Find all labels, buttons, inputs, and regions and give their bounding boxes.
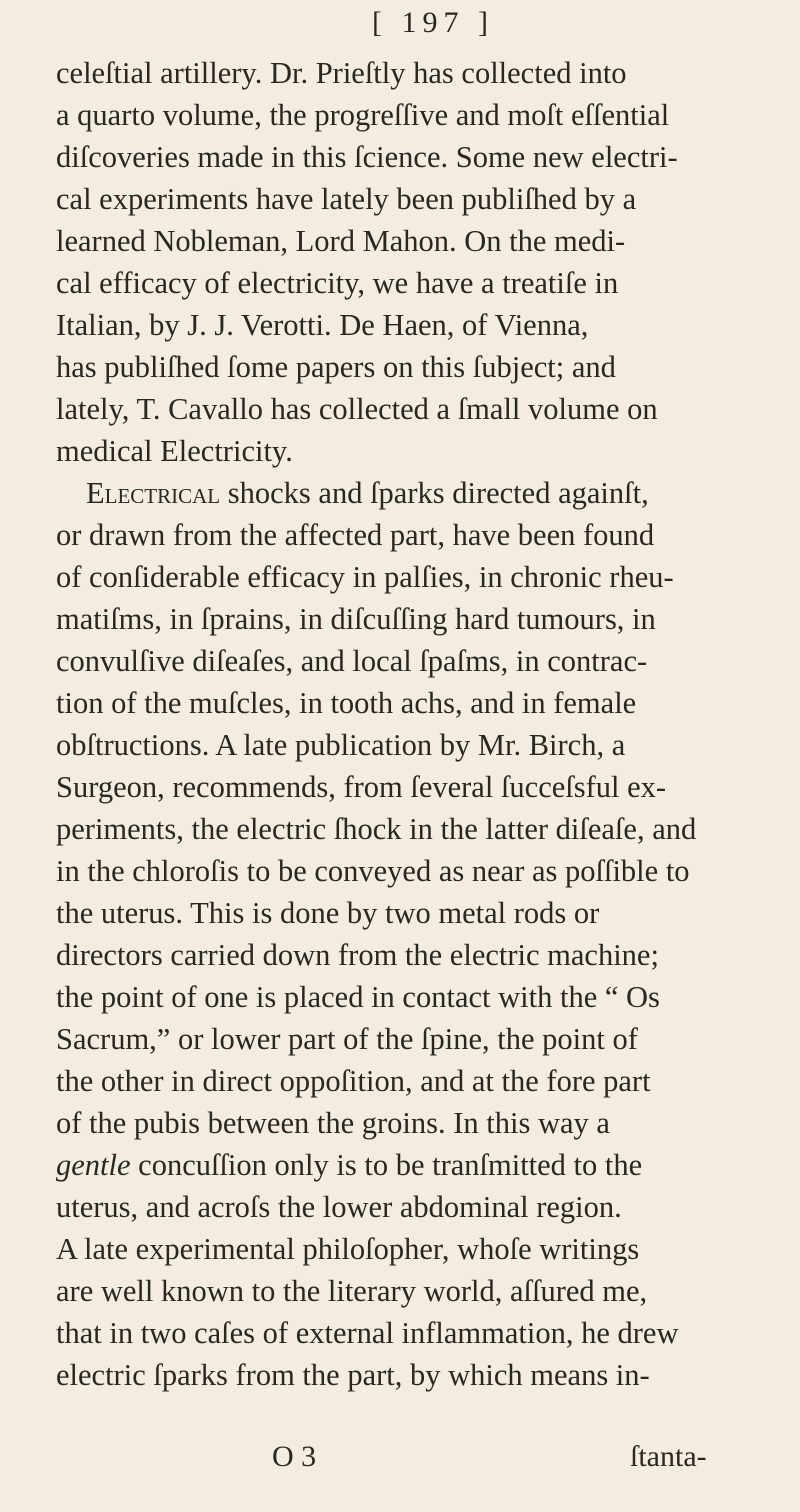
text-line: celeſtial artillery. Dr. Prieſtly has collected into — [56, 56, 627, 90]
paragraph-start-line — [86, 478, 800, 509]
italic-line — [56, 1150, 796, 1181]
text-line: Sacrum,” or lower part of the ſpine, the point of — [56, 1022, 638, 1056]
text-line: convulſive diſeaſes, and local ſpaſms, in contrac- — [56, 644, 648, 678]
small-caps-word: Electrical — [86, 476, 221, 510]
text-line: medical Electricity. — [56, 434, 293, 468]
text-line: tion of the muſcles, in tooth achs, and in female — [56, 686, 637, 720]
text-line: learned Nobleman, Lord Mahon. On the medi- — [56, 224, 626, 258]
text-line: Italian, by J. J. Verotti. De Haen, of Vienna, — [56, 308, 589, 342]
text-line: of conſiderable efficacy in palſies, in chronic rheu- — [56, 560, 674, 594]
text-line: shocks and ſparks directed againſt, — [227, 476, 649, 510]
text-line: obſtructions. A late publication by Mr. Birch, a — [56, 728, 626, 762]
catchword: ſtanta- — [630, 1440, 707, 1473]
page-number: [ 197 ] — [372, 6, 494, 39]
text-line: cal efficacy of electricity, we have a treatiſe in — [56, 266, 619, 300]
text-line: Surgeon, recommends, from ſeveral ſucceſsful ex- — [56, 770, 667, 804]
text-line: diſcoveries made in this ſcience. Some new electri- — [56, 140, 678, 174]
text-line: concuſſion only is to be tranſmitted to the — [138, 1148, 643, 1182]
signature-mark: O 3 — [272, 1440, 317, 1473]
text-line: electric ſparks from the part, by which means in- — [56, 1358, 650, 1392]
text-line: uterus, and acroſs the lower abdominal region. — [56, 1190, 622, 1224]
text-line: has publiſhed ſome papers on this ſubject; and — [56, 350, 616, 384]
text-line: the other in direct oppoſition, and at the fore part — [56, 1064, 651, 1098]
text-line: in the chloroſis to be conveyed as near as poſſible to — [56, 854, 690, 888]
text-line: the point of one is placed in contact with the “ Os — [56, 980, 660, 1014]
text-line: cal experiments have lately been publiſhed by a — [56, 182, 637, 216]
text-line: A late experimental philoſopher, whoſe writings — [56, 1232, 640, 1266]
text-line: lately, T. Cavallo has collected a ſmall volume on — [56, 392, 658, 426]
text-line: the uterus. This is done by two metal rods or — [56, 896, 600, 930]
italic-word: gentle — [56, 1148, 131, 1182]
text-line: directors carried down from the electric machine; — [56, 938, 659, 972]
text-line: periments, the electric ſhock in the latter diſeaſe, and — [56, 812, 697, 846]
text-line: matiſms, in ſprains, in diſcuſſing hard tumours, in — [56, 602, 656, 636]
text-line: or drawn from the affected part, have been found — [56, 518, 655, 552]
text-line: are well known to the literary world, aſſured me, — [56, 1274, 648, 1308]
text-line: that in two caſes of external inflammation, he drew — [56, 1316, 679, 1350]
text-line: of the pubis between the groins. In this way a — [56, 1106, 610, 1140]
text-line: a quarto volume, the progreſſive and moſt eſſential — [56, 98, 670, 132]
